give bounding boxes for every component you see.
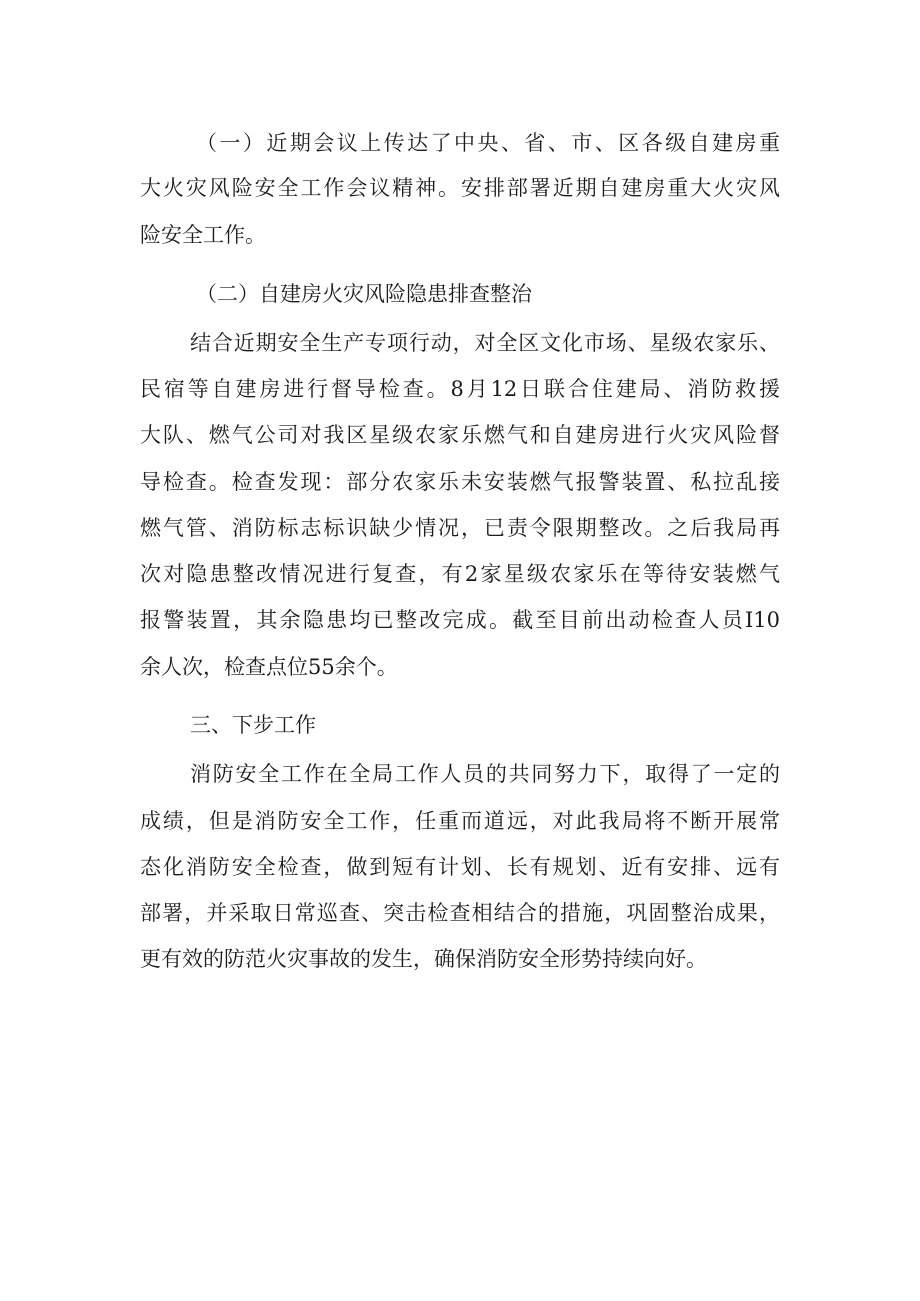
paragraph-3-line-7: 报警装置，其余隐患均已整改完成。截至目前出动检查人员I10 [140,608,780,632]
paragraph-3-line-8: 余人次，检查点位55余个。 [140,655,398,679]
paragraph-3-line-1: 结合近期安全生产专项行动，对全区文化市场、星级农家乐、 [190,331,780,355]
paragraph-3-line-3: 大队、燃气公司对我区星级农家乐燃气和自建房进行火灾风险督 [140,423,780,447]
paragraph-3-line-5: 燃气管、消防标志标识缺少情况，已责令限期整改。之后我局再 [140,516,780,540]
paragraph-3-line-4: 导检查。检查发现：部分农家乐未安装燃气报警装置、私拉乱接 [140,470,780,494]
paragraph-5-line-3: 态化消防安全检查，做到短有计划、长有规划、近有安排、远有 [140,855,780,879]
paragraph-1-line-3: 险安全工作。 [140,223,266,247]
paragraph-1-line-2: 大火灾风险安全工作会议精神。安排部署近期自建房重大火灾风 [140,176,780,200]
paragraph-5-line-1: 消防安全工作在全局工作人员的共同努力下，取得了一定的 [190,762,780,786]
paragraph-5-line-2: 成绩，但是消防安全工作，任重而道远，对此我局将不断开展常 [140,809,780,833]
paragraph-1-line-1: （一）近期会议上传达了中央、省、市、区各级自建房重 [196,131,780,155]
paragraph-3-line-2: 民宿等自建房进行督导检查。8月12日联合住建局、消防救援 [140,377,780,401]
paragraph-5-line-4: 部署，并采取日常巡查、突击检查相结合的措施，巩固整治成果， [140,901,780,925]
paragraph-3-line-6: 次对隐患整改情况进行复查，有2家星级农家乐在等待安装燃气 [140,562,780,586]
paragraph-5-line-5: 更有效的防范火灾事故的发生，确保消防安全形势持续向好。 [140,947,707,971]
section-three-heading: 三、下步工作 [190,713,316,737]
paragraph-2-heading: （二）自建房火灾风险隐患排查整治 [196,282,532,306]
